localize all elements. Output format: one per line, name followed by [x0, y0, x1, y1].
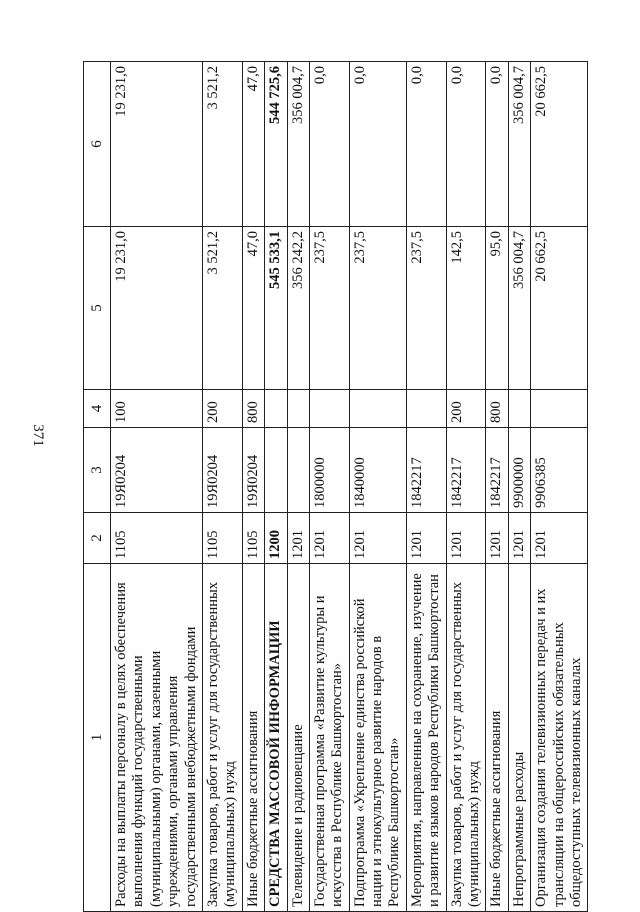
row-expense-type: 800 — [242, 390, 264, 428]
page-number: 371 — [29, 424, 46, 447]
row-target-code: 1842217 — [446, 428, 486, 513]
row-amount-6: 47,0 — [242, 62, 264, 227]
row-expense-type: 200 — [446, 390, 486, 428]
header-col-1: 1 — [84, 564, 111, 912]
header-col-6: 6 — [84, 62, 111, 227]
row-expense-type: 100 — [111, 390, 203, 428]
row-amount-5: 237,5 — [406, 227, 446, 390]
row-amount-5: 356 004,7 — [508, 227, 530, 390]
table-row — [111, 62, 203, 912]
row-amount-5: 3 521,2 — [202, 227, 242, 390]
table-row-section — [265, 62, 287, 912]
row-amount-5: 20 662,5 — [531, 227, 588, 390]
row-section-code: 1105 — [242, 513, 264, 564]
row-section-code: 1201 — [531, 513, 588, 564]
row-target-code: 9900000 — [508, 428, 530, 513]
row-amount-5: 142,5 — [446, 227, 486, 390]
rotated-table-container — [83, 62, 584, 912]
row-target-code — [287, 428, 309, 513]
row-name: Иные бюджетные ассигнования — [242, 564, 264, 912]
row-amount-6: 356 004,7 — [508, 62, 530, 227]
row-expense-type — [508, 390, 530, 428]
row-name: Иные бюджетные ассигнования — [486, 564, 508, 912]
header-col-4: 4 — [84, 390, 111, 428]
table-row — [202, 62, 242, 912]
row-target-code: 1842217 — [486, 428, 508, 513]
row-name: Подпрограмма «Укрепление единства российской нации и этнокультурное развитие народов в Республике Башкортостан» — [349, 564, 406, 912]
table-row — [242, 62, 264, 912]
row-target-code: 1800000 — [309, 428, 349, 513]
row-expense-type — [531, 390, 588, 428]
row-amount-5: 237,5 — [309, 227, 349, 390]
table-row — [531, 62, 588, 912]
row-amount-6: 0,0 — [349, 62, 406, 227]
table-row — [508, 62, 530, 912]
row-expense-type: 200 — [202, 390, 242, 428]
row-name: Мероприятия, направленные на сохранение, изучение и развитие языков народов Республики Башкортостан — [406, 564, 446, 912]
row-expense-type: 800 — [486, 390, 508, 428]
row-section-code: 1201 — [508, 513, 530, 564]
row-name: Организация создания телевизионных передач и их трансляции на общероссийских обязательных общедоступных телевизионных каналах — [531, 564, 588, 912]
row-amount-5: 47,0 — [242, 227, 264, 390]
row-name: Государственная программа «Развитие культуры и искусства в Республике Башкортостан» — [309, 564, 349, 912]
row-amount-6: 0,0 — [446, 62, 486, 227]
table-row — [287, 62, 309, 912]
table-row — [309, 62, 349, 912]
header-col-2: 2 — [84, 513, 111, 564]
row-name: Закупка товаров, работ и услуг для государственных (муниципальных) нужд — [446, 564, 486, 912]
row-amount-5: 356 242,2 — [287, 227, 309, 390]
row-amount-6: 0,0 — [486, 62, 508, 227]
row-target-code: 19Я0204 — [202, 428, 242, 513]
row-amount-6: 356 004,7 — [287, 62, 309, 227]
row-name: Закупка товаров, работ и услуг для государственных (муниципальных) нужд — [202, 564, 242, 912]
row-name: СРЕДСТВА МАССОВОЙ ИНФОРМАЦИИ — [265, 564, 287, 912]
header-col-3: 3 — [84, 428, 111, 513]
row-section-code: 1201 — [406, 513, 446, 564]
row-target-code: 1840000 — [349, 428, 406, 513]
row-amount-6: 20 662,5 — [531, 62, 588, 227]
row-amount-5: 237,5 — [349, 227, 406, 390]
row-section-code: 1201 — [287, 513, 309, 564]
row-target-code: 1842217 — [406, 428, 446, 513]
row-section-code: 1105 — [111, 513, 203, 564]
table-header-row — [84, 62, 111, 912]
row-target-code — [265, 428, 287, 513]
header-col-5: 5 — [84, 227, 111, 390]
row-expense-type — [406, 390, 446, 428]
row-name: Расходы на выплаты персоналу в целях обеспечения выполнения функций государственными (муниципальными) органами, казенными учреждениями, органами управления государственными внебюджетными фондами — [111, 564, 203, 912]
row-target-code: 9906385 — [531, 428, 588, 513]
row-section-code: 1201 — [349, 513, 406, 564]
row-expense-type — [349, 390, 406, 428]
row-section-code: 1201 — [486, 513, 508, 564]
table-row — [406, 62, 446, 912]
row-expense-type — [265, 390, 287, 428]
row-section-code: 1105 — [202, 513, 242, 564]
row-expense-type — [287, 390, 309, 428]
row-name: Телевидение и радиовещание — [287, 564, 309, 912]
row-expense-type — [309, 390, 349, 428]
table-row — [446, 62, 486, 912]
row-amount-6: 544 725,6 — [265, 62, 287, 227]
table-row — [349, 62, 406, 912]
row-amount-6: 3 521,2 — [202, 62, 242, 227]
row-amount-5: 19 231,0 — [111, 227, 203, 390]
budget-table — [83, 61, 588, 912]
row-amount-5: 545 533,1 — [265, 227, 287, 390]
row-section-code: 1201 — [446, 513, 486, 564]
row-amount-6: 0,0 — [406, 62, 446, 227]
row-amount-5: 95,0 — [486, 227, 508, 390]
row-amount-6: 0,0 — [309, 62, 349, 227]
row-target-code: 19Я0204 — [111, 428, 203, 513]
row-target-code: 19Я0204 — [242, 428, 264, 513]
row-name: Непрограммные расходы — [508, 564, 530, 912]
row-section-code: 1200 — [265, 513, 287, 564]
row-amount-6: 19 231,0 — [111, 62, 203, 227]
table-row — [486, 62, 508, 912]
row-section-code: 1201 — [309, 513, 349, 564]
